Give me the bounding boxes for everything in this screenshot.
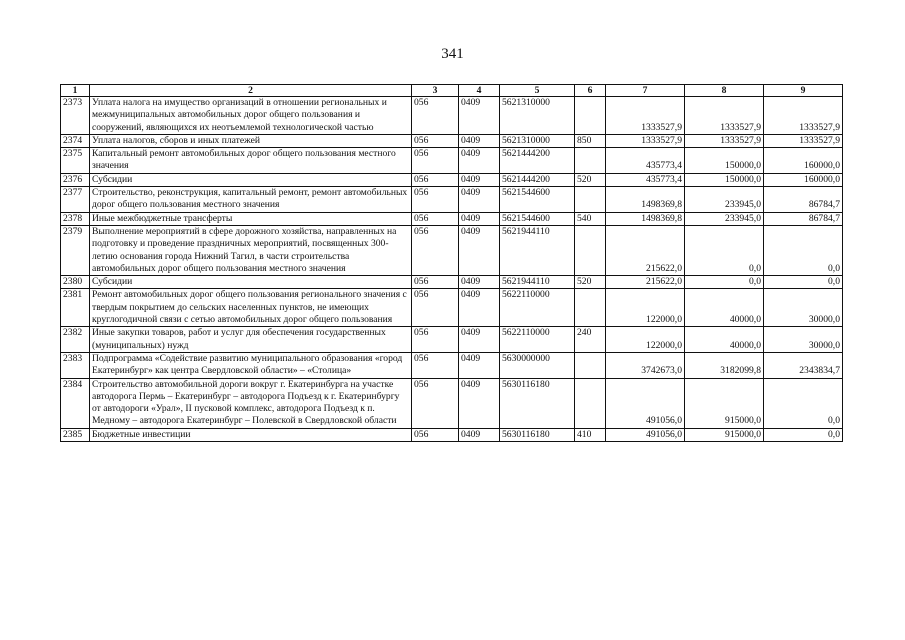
expense-type-code: 520 [575, 276, 606, 289]
target-article-code: 5621944110 [500, 225, 575, 275]
ministry-code: 056 [412, 187, 459, 213]
amount-year-1: 1498369,8 [606, 212, 685, 225]
amount-year-2: 1333527,9 [685, 134, 764, 147]
table-row [61, 327, 843, 353]
row-number: 2379 [61, 225, 90, 275]
section-code: 0409 [459, 289, 500, 327]
column-header: 4 [459, 85, 500, 97]
expense-type-code: 520 [575, 173, 606, 186]
section-code: 0409 [459, 225, 500, 275]
amount-year-1: 1498369,8 [606, 187, 685, 213]
ministry-code: 056 [412, 378, 459, 428]
row-number: 2382 [61, 327, 90, 353]
amount-year-2: 1333527,9 [685, 97, 764, 135]
table-row [61, 428, 843, 441]
row-description: Иные межбюджетные трансферты [90, 212, 412, 225]
section-code: 0409 [459, 134, 500, 147]
row-number: 2376 [61, 173, 90, 186]
target-article-code: 5630000000 [500, 352, 575, 378]
target-article-code: 5621444200 [500, 148, 575, 174]
amount-year-2: 233945,0 [685, 187, 764, 213]
amount-year-3: 30000,0 [764, 289, 843, 327]
row-number: 2380 [61, 276, 90, 289]
ministry-code: 056 [412, 225, 459, 275]
column-header: 3 [412, 85, 459, 97]
ministry-code: 056 [412, 173, 459, 186]
table-row [61, 173, 843, 186]
amount-year-2: 40000,0 [685, 289, 764, 327]
column-header: 9 [764, 85, 843, 97]
row-description: Ремонт автомобильных дорог общего пользования регионального значения с твердым покрытием до сельских населенных пунктов, не имеющих круглогодичной связи с сетью автомобильных дорог общего пользования [90, 289, 412, 327]
section-code: 0409 [459, 352, 500, 378]
expense-type-code: 240 [575, 327, 606, 353]
ministry-code: 056 [412, 97, 459, 135]
amount-year-3: 0,0 [764, 225, 843, 275]
column-header: 6 [575, 85, 606, 97]
row-number: 2384 [61, 378, 90, 428]
amount-year-3: 2343834,7 [764, 352, 843, 378]
expense-type-code [575, 352, 606, 378]
row-number: 2374 [61, 134, 90, 147]
ministry-code: 056 [412, 148, 459, 174]
target-article-code: 5630116180 [500, 378, 575, 428]
ministry-code: 056 [412, 276, 459, 289]
amount-year-3: 0,0 [764, 378, 843, 428]
row-description: Субсидии [90, 173, 412, 186]
column-header: 2 [90, 85, 412, 97]
expense-type-code [575, 378, 606, 428]
amount-year-3: 30000,0 [764, 327, 843, 353]
row-number: 2383 [61, 352, 90, 378]
row-description: Уплата налога на имущество организаций в отношении региональных и межмуниципальных автомобильных дорог общего пользования и сооружений, являющихся их неотъемлемой технологической частью [90, 97, 412, 135]
target-article-code: 5621544600 [500, 187, 575, 213]
target-article-code: 5621444200 [500, 173, 575, 186]
amount-year-1: 435773,4 [606, 173, 685, 186]
amount-year-2: 3182099,8 [685, 352, 764, 378]
amount-year-2: 0,0 [685, 225, 764, 275]
target-article-code: 5621944110 [500, 276, 575, 289]
table-row [61, 212, 843, 225]
amount-year-3: 160000,0 [764, 173, 843, 186]
amount-year-1: 215622,0 [606, 225, 685, 275]
amount-year-2: 915000,0 [685, 378, 764, 428]
amount-year-3: 86784,7 [764, 212, 843, 225]
table-row [61, 134, 843, 147]
amount-year-1: 215622,0 [606, 276, 685, 289]
section-code: 0409 [459, 212, 500, 225]
amount-year-3: 0,0 [764, 428, 843, 441]
amount-year-2: 150000,0 [685, 173, 764, 186]
row-number: 2375 [61, 148, 90, 174]
column-header: 1 [61, 85, 90, 97]
column-header: 5 [500, 85, 575, 97]
amount-year-1: 491056,0 [606, 378, 685, 428]
table-row [61, 276, 843, 289]
amount-year-2: 0,0 [685, 276, 764, 289]
target-article-code: 5621310000 [500, 97, 575, 135]
row-number: 2378 [61, 212, 90, 225]
section-code: 0409 [459, 276, 500, 289]
table-row [61, 289, 843, 327]
section-code: 0409 [459, 327, 500, 353]
row-number: 2373 [61, 97, 90, 135]
amount-year-2: 915000,0 [685, 428, 764, 441]
ministry-code: 056 [412, 134, 459, 147]
amount-year-3: 86784,7 [764, 187, 843, 213]
target-article-code: 5621310000 [500, 134, 575, 147]
row-description: Подпрограмма «Содействие развитию муниципального образования «город Екатеринбург» как центра Свердловской области» – «Столица» [90, 352, 412, 378]
expense-type-code [575, 187, 606, 213]
row-description: Капитальный ремонт автомобильных дорог общего пользования местного значения [90, 148, 412, 174]
expense-type-code: 850 [575, 134, 606, 147]
row-description: Субсидии [90, 276, 412, 289]
budget-table [60, 84, 843, 442]
target-article-code: 5622110000 [500, 289, 575, 327]
amount-year-3: 160000,0 [764, 148, 843, 174]
expense-type-code [575, 148, 606, 174]
ministry-code: 056 [412, 352, 459, 378]
amount-year-1: 1333527,9 [606, 134, 685, 147]
expense-type-code: 410 [575, 428, 606, 441]
amount-year-1: 1333527,9 [606, 97, 685, 135]
amount-year-3: 1333527,9 [764, 134, 843, 147]
table-row [61, 378, 843, 428]
row-number: 2377 [61, 187, 90, 213]
row-number: 2385 [61, 428, 90, 441]
column-header: 8 [685, 85, 764, 97]
column-header: 7 [606, 85, 685, 97]
section-code: 0409 [459, 97, 500, 135]
section-code: 0409 [459, 378, 500, 428]
section-code: 0409 [459, 428, 500, 441]
row-description: Иные закупки товаров, работ и услуг для обеспечения государственных (муниципальных) нужд [90, 327, 412, 353]
table-row [61, 352, 843, 378]
row-description: Строительство, реконструкция, капитальный ремонт, ремонт автомобильных дорог общего пользования местного значения [90, 187, 412, 213]
amount-year-2: 40000,0 [685, 327, 764, 353]
expense-type-code [575, 225, 606, 275]
table-row [61, 187, 843, 213]
section-code: 0409 [459, 173, 500, 186]
target-article-code: 5622110000 [500, 327, 575, 353]
table-row [61, 225, 843, 275]
amount-year-1: 3742673,0 [606, 352, 685, 378]
target-article-code: 5621544600 [500, 212, 575, 225]
row-description: Бюджетные инвестиции [90, 428, 412, 441]
row-description: Уплата налогов, сборов и иных платежей [90, 134, 412, 147]
amount-year-1: 491056,0 [606, 428, 685, 441]
amount-year-1: 435773,4 [606, 148, 685, 174]
amount-year-1: 122000,0 [606, 289, 685, 327]
expense-type-code [575, 289, 606, 327]
ministry-code: 056 [412, 428, 459, 441]
expense-type-code [575, 97, 606, 135]
row-description: Выполнение мероприятий в сфере дорожного хозяйства, направленных на подготовку и проведение праздничных мероприятий, посвященных 300-летию основания города Нижний Тагил, в части строительства автомобильных дорог общего пользования местного значения [90, 225, 412, 275]
amount-year-2: 233945,0 [685, 212, 764, 225]
expense-type-code: 540 [575, 212, 606, 225]
amount-year-3: 1333527,9 [764, 97, 843, 135]
amount-year-3: 0,0 [764, 276, 843, 289]
amount-year-1: 122000,0 [606, 327, 685, 353]
section-code: 0409 [459, 187, 500, 213]
row-description: Строительство автомобильной дороги вокруг г. Екатеринбурга на участке автодорога Пермь – Екатеринбург – автодорога Подъезд к г. Екатеринбургу от автодороги «Урал», II пусковой комплекс, автодорога Подъезд к п. Медному – автодорога Екатеринбург – Полевской в Свердловской области [90, 378, 412, 428]
table-row [61, 97, 843, 135]
table-header-row [61, 85, 843, 97]
page-number: 341 [441, 46, 464, 62]
target-article-code: 5630116180 [500, 428, 575, 441]
amount-year-2: 150000,0 [685, 148, 764, 174]
ministry-code: 056 [412, 212, 459, 225]
section-code: 0409 [459, 148, 500, 174]
row-number: 2381 [61, 289, 90, 327]
ministry-code: 056 [412, 289, 459, 327]
table-row [61, 148, 843, 174]
ministry-code: 056 [412, 327, 459, 353]
